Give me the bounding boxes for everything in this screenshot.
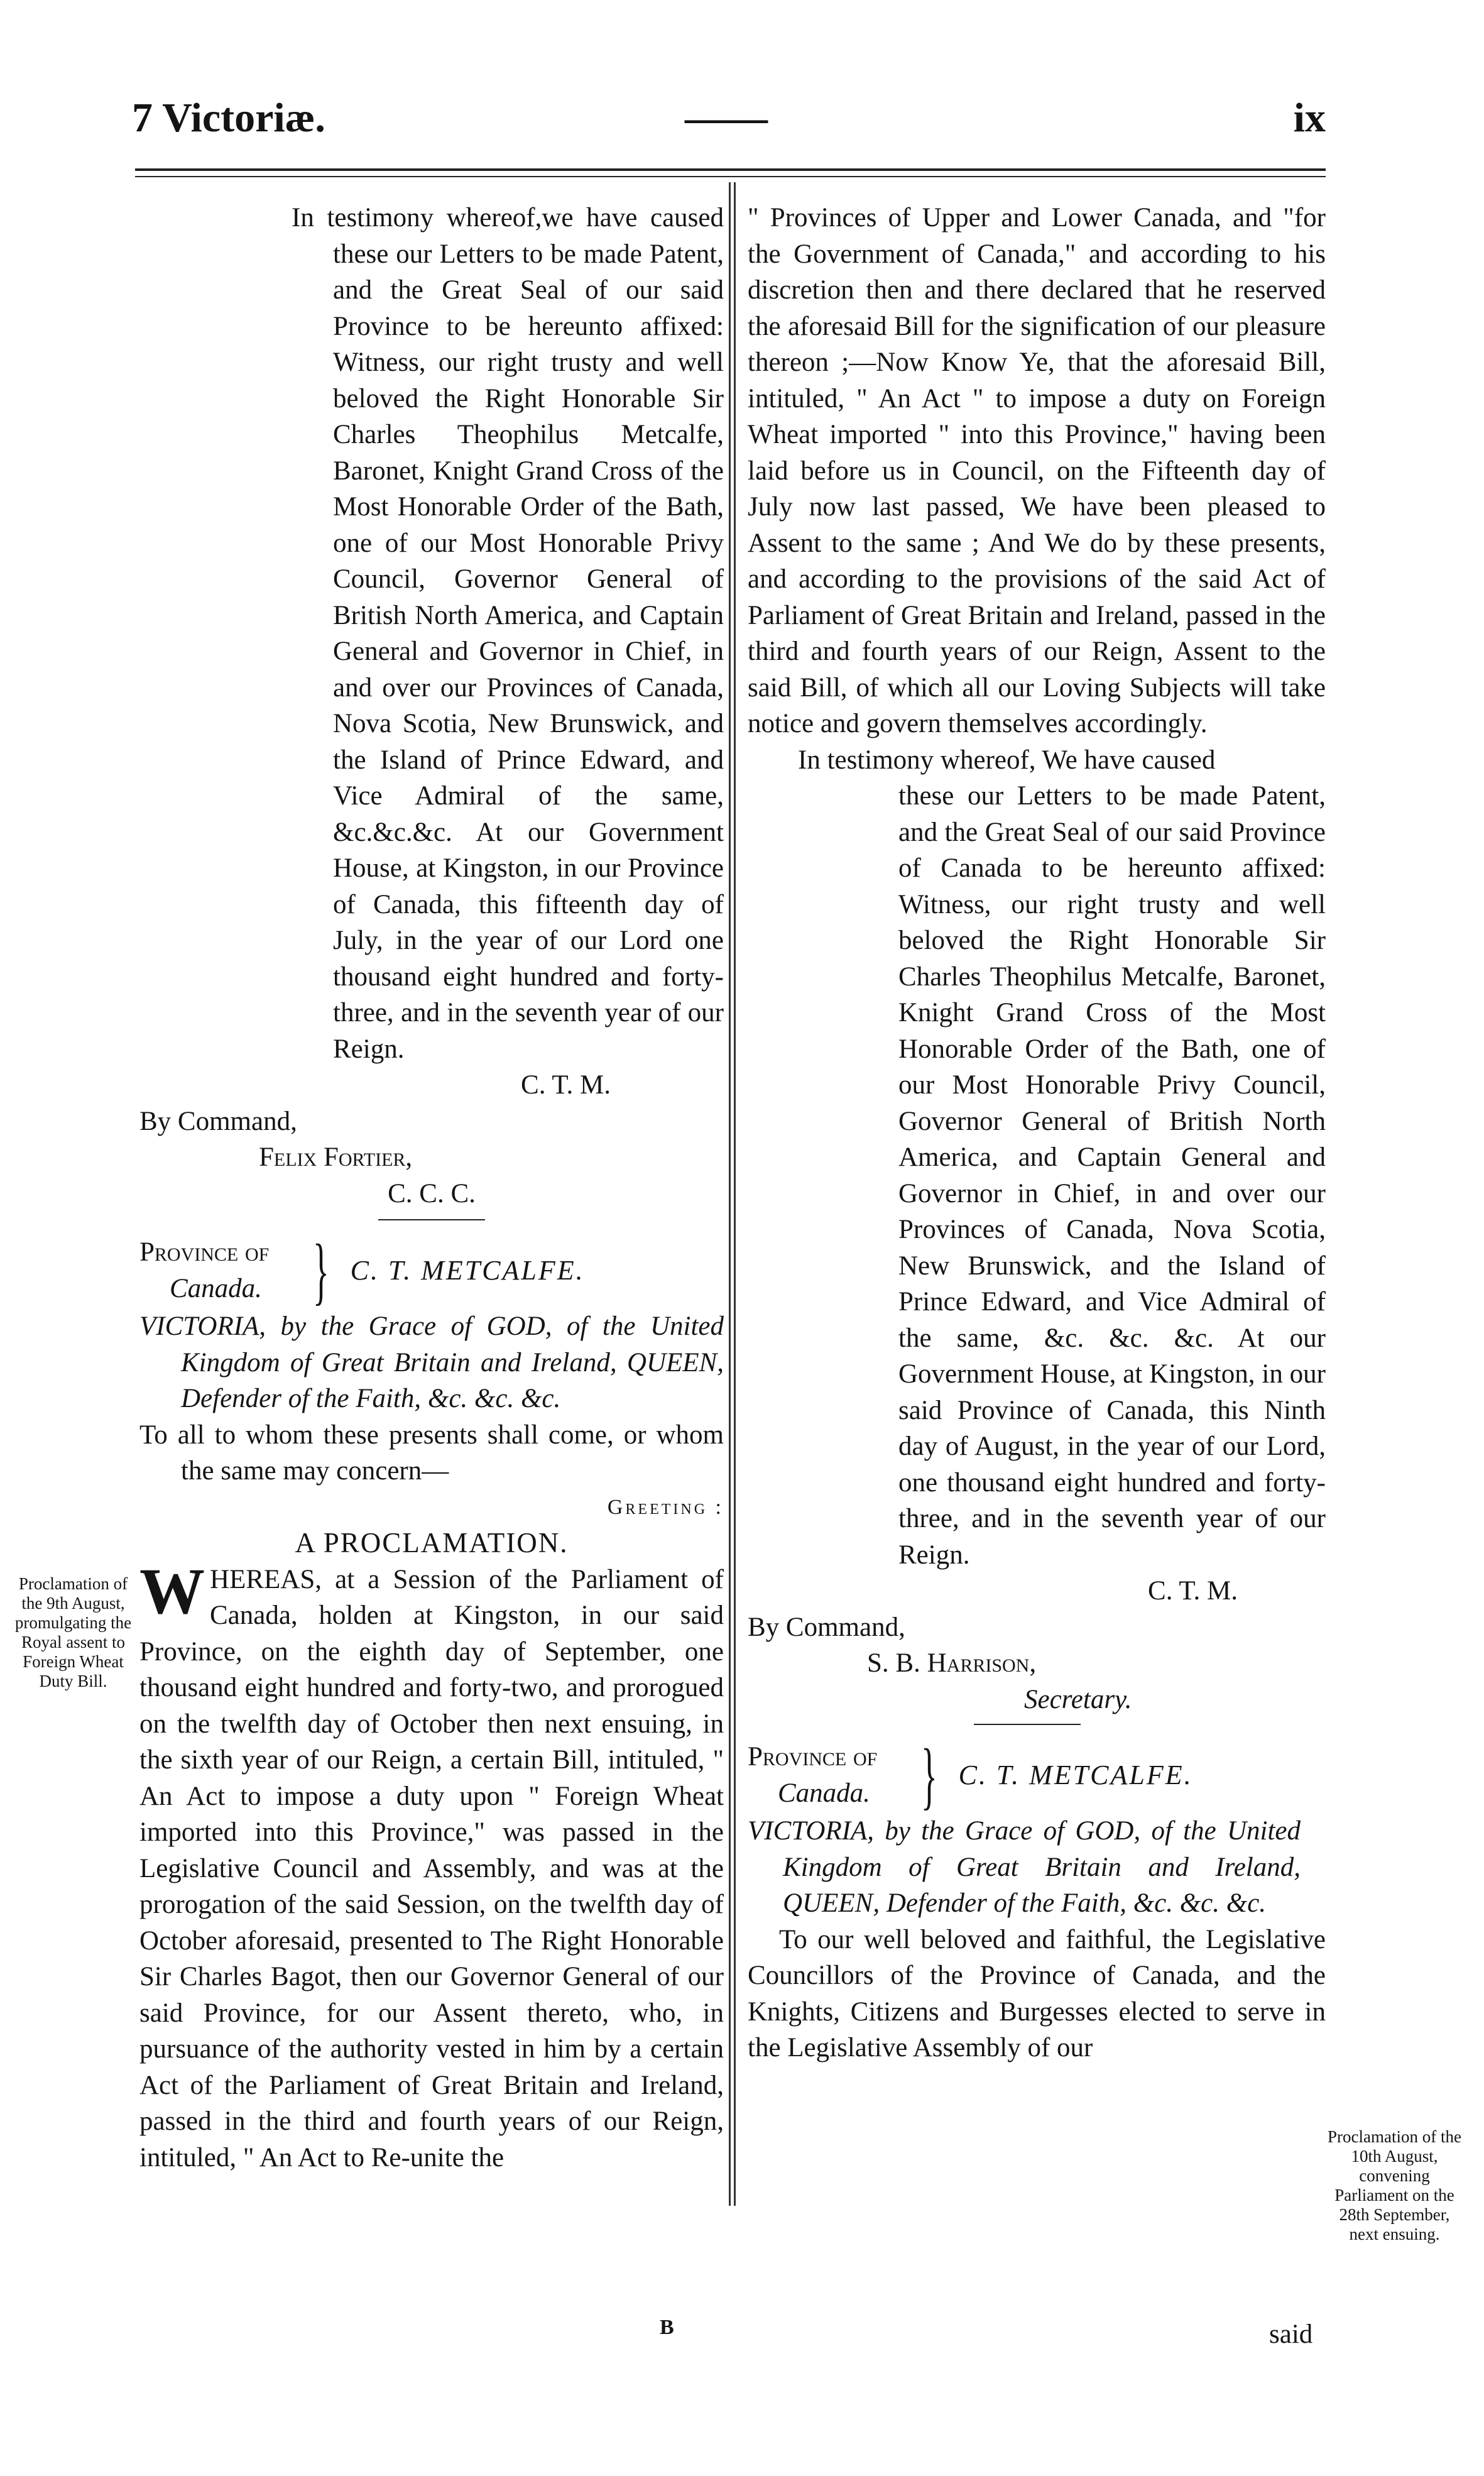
section-rule [378, 1219, 485, 1220]
signer-name: Felix Fortier, [259, 1142, 413, 1172]
proclamation-title: A PROCLAMATION. [295, 1527, 569, 1558]
by-command: By Command, [139, 1106, 297, 1136]
catchword: said [1269, 2320, 1313, 2349]
governor-name: C. T. METCALFE. [350, 1255, 585, 1286]
royal-style-right: VICTORIA, by the Grace of GOD, of the United Kingdom of Great Britain and Ireland, QUEEN, Defender of the Faith, &c. &c. &c. [748, 1816, 1301, 1918]
initials-right: C. T. M. [1148, 1576, 1238, 1606]
margin-note-left: Proclamation of the 9th August, promulgating the Royal assent to Foreign Wheat Duty Bill. [14, 1574, 132, 1690]
secretary-title: Secretary. [1024, 1684, 1132, 1714]
brace-icon: } [312, 1229, 329, 1312]
secretary-name: S. B. Harrison, [867, 1648, 1037, 1678]
header-session: 7 Victoriæ. [132, 95, 325, 141]
running-header [132, 94, 1326, 170]
province-heading-right [748, 1733, 1326, 1817]
header-dash: —— [685, 95, 768, 141]
header-rule-thick [135, 168, 1326, 171]
royal-style: VICTORIA, by the Grace of GOD, of the United Kingdom of Great Britain and Ireland, QUEEN, Defender of the Faith, &c. &c. &c. [139, 1312, 724, 1413]
page-number: ix [1293, 95, 1326, 141]
testimony-paragraph-right: these our Letters to be made Patent, and the Great Seal of our said Province of Canada to be hereunto affixed: Witness, our right trusty and well beloved the Right Honorable Sir Charles Theophilus Metcalfe, Baronet, Knight Grand Cross of the Most Honorable Order of the Bath, one of our Most Honorable Privy Council, Governor General of British North America, and Captain General and Governor in Chief, in and over our Provinces of Canada, Nova Scotia, New Brunswick, and the Island of Prince Edward, and Vice Admiral of the same, &c. &c. &c. At our Government House, at Kingston, in our said Province of Canada, this Ninth day of August, in the year of our Lord, one thousand eight hundred and forty-three, and in the seventh year of our Reign. [898, 781, 1326, 1570]
initials: C. T. M. [521, 1070, 611, 1100]
province-label-right [748, 1739, 917, 1812]
section-rule-right [974, 1724, 1081, 1725]
whereas-paragraph [139, 1555, 724, 2176]
summons-paragraph: To our well beloved and faithful, the Legislative Councillors of the Province of Canada, and the Knights, Citizens and Burgesses elected to serve in the Legislative Assembly of our [748, 1924, 1326, 2062]
header-rule-thin [135, 176, 1326, 177]
province-of: Province of [139, 1237, 270, 1267]
by-command-right: By Command, [748, 1612, 905, 1642]
testimony-paragraph: In testimony whereof,we have caused these our Letters to be made Patent, and the Great Seal of our said Province to be hereunto affixed: Witness, our right trusty and well beloved the Right Honorable Sir Charles Theophilus Metcalfe, Baronet, Knight Grand Cross of the Most Honorable Order of the Bath, one of our Most Honorable Privy Council, Governor General of British North America, and Captain General and Governor in Chief, in and over our Provinces of Canada, Nova Scotia, New Brunswick, and the Island of Prince Edward, and Vice Admiral of the same, &c.&c.&c. At our Government House, at Kingston, in our Province of Canada, this fifteenth day of July, in the year of our Lord one thousand eight hundred and forty-three, and in the seventh year of our Reign. [292, 203, 724, 1064]
column-divider-left [729, 182, 731, 2206]
brace-icon-right: } [920, 1733, 937, 1817]
right-column [748, 200, 1326, 2066]
left-column [139, 200, 724, 2176]
drop-cap: W [139, 1555, 205, 1628]
column-divider-right [734, 182, 736, 2206]
province-canada: Canada. [170, 1274, 262, 1303]
governor-name-right: C. T. METCALFE. [958, 1760, 1193, 1791]
signature-mark: B [660, 2316, 674, 2339]
signer-title: C. C. C. [388, 1178, 476, 1208]
province-label [139, 1234, 309, 1307]
margin-note-right: Proclamation of the 10th August, convening Parliament on the 28th September, next ensuing. [1328, 2127, 1461, 2243]
address-line: To all to whom these presents shall come, or whom the same may concern— [139, 1420, 724, 1486]
province-of-right: Province of [748, 1742, 878, 1772]
province-heading [139, 1229, 724, 1312]
greeting: Greeting : [607, 1495, 724, 1519]
province-canada-right: Canada. [778, 1778, 870, 1808]
whereas-text: HEREAS, at a Session of the Parliament of Canada, holden at Kingston, in our said Province, on the eighth day of September, one thousand eight hundred and forty-two, and prorogued on the twelfth day of October then next ensuing, in the sixth year of our Reign, a certain Bill, intituled, " An Act to impose a duty upon " Foreign Wheat imported into this Province," was passed in the Legislative Council and Assembly, and was at the prorogation of the said Session, on the twelfth day of October aforesaid, presented to The Right Honorable Sir Charles Bagot, then our Governor General of our said Province, for our Assent thereto, who, in pursuance of the authority vested in him by a certain Act of the Parliament of Great Britain and Ireland, passed in the third and fourth years of our Reign, intituled, " An Act to Re-unite the [139, 1564, 724, 2172]
continuation-paragraph: " Provinces of Upper and Lower Canada, and "for the Government of Canada," and according to his discretion then and there declared that he reserved the aforesaid Bill for the signification of our pleasure thereon ;—Now Know Ye, that the aforesaid Bill, intituled, " An Act " to impose a duty on Foreign Wheat imported " into this Province," having been laid before us in Council, on the Fifteenth day of July now last passed, We have been pleased to Assent to the same ; And We do by these presents, and according to the provisions of the said Act of Parliament of Great Britain and Ireland, passed in the third and fourth years of our Reign, Assent to the said Bill, of which all our Loving Subjects will take notice and govern themselves accordingly. [748, 203, 1326, 738]
testimony-first-line: In testimony whereof, We have caused [798, 745, 1216, 775]
